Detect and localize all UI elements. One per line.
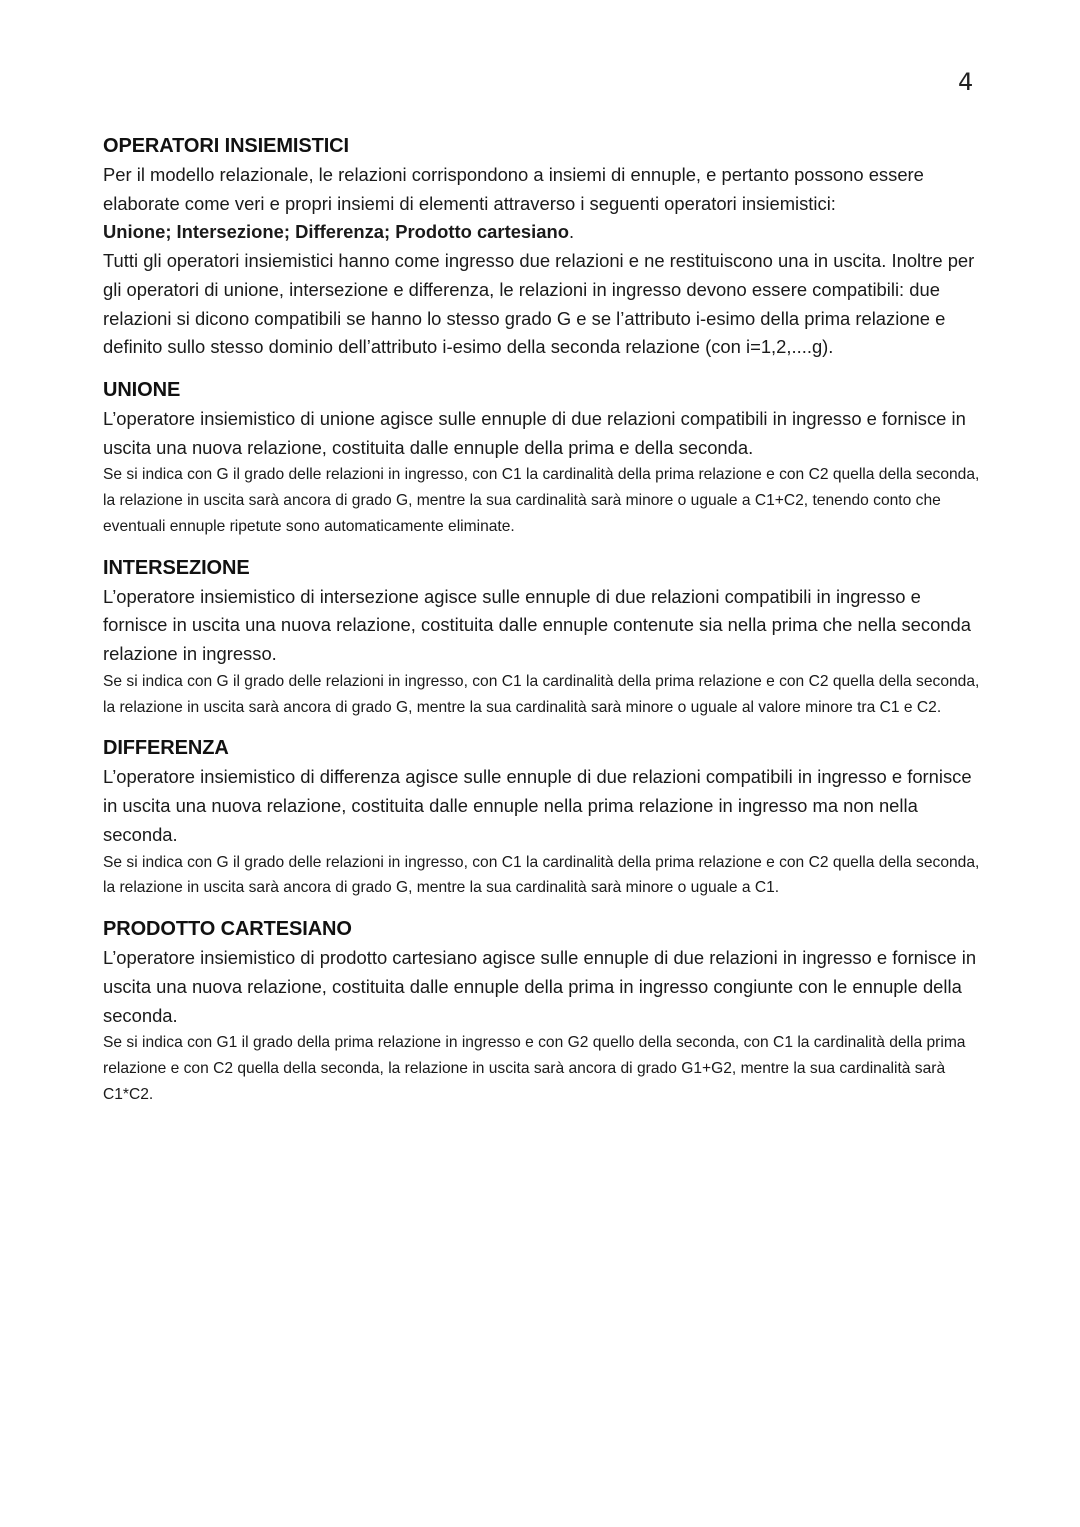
- section-intersezione: [103, 553, 983, 721]
- section-note: Se si indica con G il grado delle relazioni in ingresso, con C1 la cardinalità della prima relazione e con C2 quella della seconda, la relazione in uscita sarà ancora di grado G, mentre la sua cardinalità sarà minore o uguale a C1+C2, tenendo conto che eventuali ennuple ripetute sono automaticamente eliminate.: [103, 466, 980, 535]
- section-note: Se si indica con G il grado delle relazioni in ingresso, con C1 la cardinalità della prima relazione e con C2 quella della seconda, la relazione in uscita sarà ancora di grado G, mentre la sua cardinalità sarà minore o uguale a C1.: [103, 853, 980, 897]
- document-body: [103, 131, 983, 1121]
- section-title: PRODOTTO CARTESIANO: [103, 918, 352, 941]
- section-note: Se si indica con G1 il grado della prima relazione in ingresso e con G2 quello della seconda, con C1 la cardinalità della prima relazione e con C2 quella della seconda, la relazione in uscita sarà ancora di grado G1+G2, mentre la sua cardinalità sarà C1*C2.: [103, 1034, 966, 1103]
- paragraph-text: Per il modello relazionale, le relazioni corrispondono a insiemi di ennuple, e pertanto possono essere elaborate come veri e propri insiemi di elementi attraverso i seguenti operatori insiemistici:: [103, 164, 924, 214]
- section-paragraph: L’operatore insiemistico di prodotto cartesiano agisce sulle ennuple di due relazioni in ingresso e fornisce in uscita una nuova relazione, costituita dalle ennuple della prima in ingresso congiunte con le ennuple della seconda.: [103, 947, 977, 1026]
- handwritten-page-number: 4: [958, 68, 974, 96]
- section-paragraph: [103, 161, 983, 247]
- section-paragraph: L’operatore insiemistico di differenza agisce sulle ennuple di due relazioni compatibili in ingresso e fornisce in uscita una nuova relazione, costituita dalle ennuple nella prima relazione in ingresso ma non nella seconda.: [103, 766, 972, 845]
- section-prodotto-cartesiano: [103, 914, 983, 1108]
- section-paragraph: Tutti gli operatori insiemistici hanno come ingresso due relazioni e ne restituiscono una in uscita. Inoltre per gli operatori di unione, intersezione e differenza, le relazioni in ingresso devono essere compatibili: due relazioni si dicono compatibili se hanno lo stesso grado G e se l’attributo i-esimo della prima relazione e definito sullo stesso dominio dell’attributo i-esimo della seconda relazione (con i=1,2,....g).: [103, 250, 975, 358]
- section-differenza: [103, 733, 983, 901]
- section-operatori-insiemistici: [103, 131, 983, 362]
- section-title: OPERATORI INSIEMISTICI: [103, 135, 349, 157]
- operators-list: Unione; Intersezione; Differenza; Prodotto cartesiano: [103, 221, 569, 243]
- section-paragraph: L’operatore insiemistico di intersezione agisce sulle ennuple di due relazioni compatibili in ingresso e fornisce in uscita una nuova relazione, costituita dalle ennuple contenute sia nella prima che nella seconda relazione in ingresso.: [103, 585, 971, 665]
- section-title: INTERSEZIONE: [103, 556, 250, 579]
- section-title: UNIONE: [103, 378, 181, 401]
- section-unione: [103, 375, 983, 540]
- paragraph-end: .: [568, 221, 575, 243]
- section-paragraph: L’operatore insiemistico di unione agisce sulle ennuple di due relazioni compatibili in ingresso e fornisce in uscita una nuova relazione, costituita dalle ennuple della prima e della seconda.: [103, 407, 966, 458]
- section-title: DIFFERENZA: [103, 737, 229, 760]
- section-note: Se si indica con G il grado delle relazioni in ingresso, con C1 la cardinalità della prima relazione e con C2 quella della seconda, la relazione in uscita sarà ancora di grado G, mentre la sua cardinalità sarà minore o uguale al valore minore tra C1 e C2.: [103, 672, 980, 716]
